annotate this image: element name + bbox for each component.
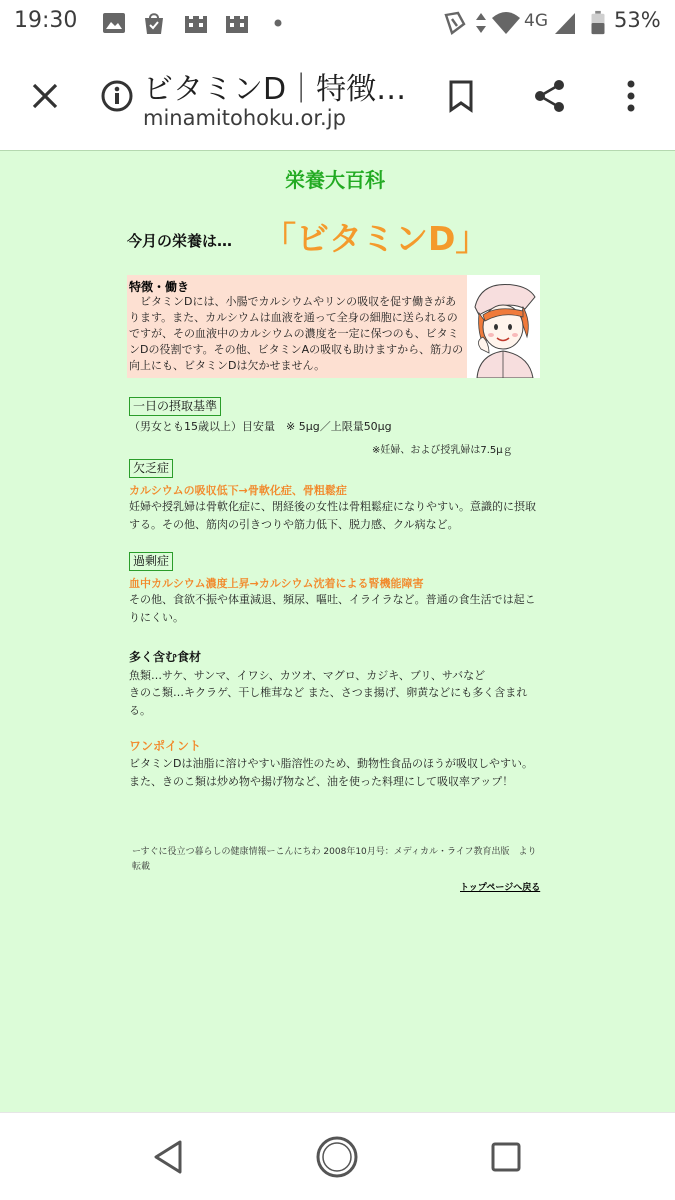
navigation-bar [0,1112,675,1200]
feature-text: ビタミンDには、小腸でカルシウムやリンの吸収を促す働きがあります。また、カルシウムは血液を通って全身の細胞に送られるのですが、その血液中のカルシウムの濃度を一定に保つのも、ビタミンDの役割です。その他、ビタミンAの吸収も助けますから、筋力の向上にも、ビタミンDは欠かせません。 [129,295,464,372]
info-icon [100,79,134,113]
back-icon [152,1139,184,1175]
castle-icon [223,10,251,36]
shopping-bag-icon [141,10,167,36]
home-button[interactable] [315,1135,359,1179]
share-icon [532,78,568,114]
gallery-icon [101,10,127,36]
site-info-button[interactable] [94,73,140,119]
network-type: 4G [524,11,548,31]
excess-text: その他、食欲不振や体重減退、頻尿、嘔吐、イライラなど。普通の食生活では起こりにくい。 [129,593,536,624]
one-point-heading: ワンポイント [129,739,202,753]
recents-button[interactable] [484,1135,528,1179]
intake-line: （男女とも15歳以上）目安量 ※ 5μg／上限量50μg [129,420,392,433]
battery-icon [590,10,606,36]
deficiency-label: 欠乏症 [129,459,173,478]
site-title: 栄養大百科 [285,168,385,192]
dot-icon [273,10,283,36]
foods-line-mushroom: きのこ類…キクラゲ、干し椎茸など また、さつま揚げ、卵黄などにも多く含まれる。 [129,686,528,717]
page-url: minamitohoku.or.jp [143,106,346,130]
lead-text: 今月の栄養は… [127,232,233,250]
nurse-illustration [467,275,540,378]
bookmark-button[interactable] [438,73,484,119]
castle-icon [182,10,210,36]
status-bar [0,0,675,46]
recents-icon [490,1141,522,1173]
more-icon [626,79,636,113]
page-title: ビタミンD｜特徴… [143,72,407,107]
close-button[interactable] [22,73,68,119]
deficiency-text: 妊婦や授乳婦は骨軟化症に、閉経後の女性は骨粗鬆症になりやすい。意識的に摂取する。その他、筋肉の引きつりや筋力低下、脱力感、クル病など。 [129,500,536,531]
signal-icon [553,10,577,36]
one-point-text: ビタミンDは油脂に溶けやすい脂溶性のため、動物性食品のほうが吸収しやすい。また、きのこ類は炒め物や揚げ物など、油を使った料理にして吸収率アップ！ [129,757,534,788]
more-options-button[interactable] [608,73,654,119]
foods-heading: 多く含む食材 [129,650,202,664]
intake-note: ※妊婦、および授乳婦は7.5μｇ [372,445,513,456]
feature-heading: 特徴・働き [129,280,190,294]
back-button[interactable] [146,1135,190,1179]
top-page-link[interactable]: トップページへ戻る [460,883,541,893]
foods-line-fish: 魚類…サケ、サンマ、イワシ、カツオ、マグロ、カジキ、ブリ、サバなど [129,669,486,682]
source-credit: ーすぐに役立つ暮らしの健康情報ーこんにちわ 2008年10月号：メディカル・ライフ教育出版 より転載 [132,847,537,872]
intake-label: 一日の摂取基準 [129,397,221,416]
close-icon [30,81,60,111]
status-time: 19:30 [14,8,78,33]
battery-percent: 53% [614,8,661,32]
custom-tab-toolbar [0,46,675,150]
excess-highlight: 血中カルシウム濃度上昇→カルシウム沈着による腎機能障害 [129,577,424,590]
bookmark-icon [447,79,475,113]
excess-label: 過剰症 [129,552,173,571]
wifi-icon [491,10,521,36]
topic-title: 「ビタミンD」 [263,219,489,258]
share-button[interactable] [527,73,573,119]
nfc-icon [441,10,469,36]
feature-box [127,275,540,378]
data-arrows-icon [474,10,488,36]
home-icon [315,1135,359,1179]
web-page[interactable] [0,150,675,1112]
deficiency-highlight: カルシウムの吸収低下→骨軟化症、骨粗鬆症 [129,484,347,497]
